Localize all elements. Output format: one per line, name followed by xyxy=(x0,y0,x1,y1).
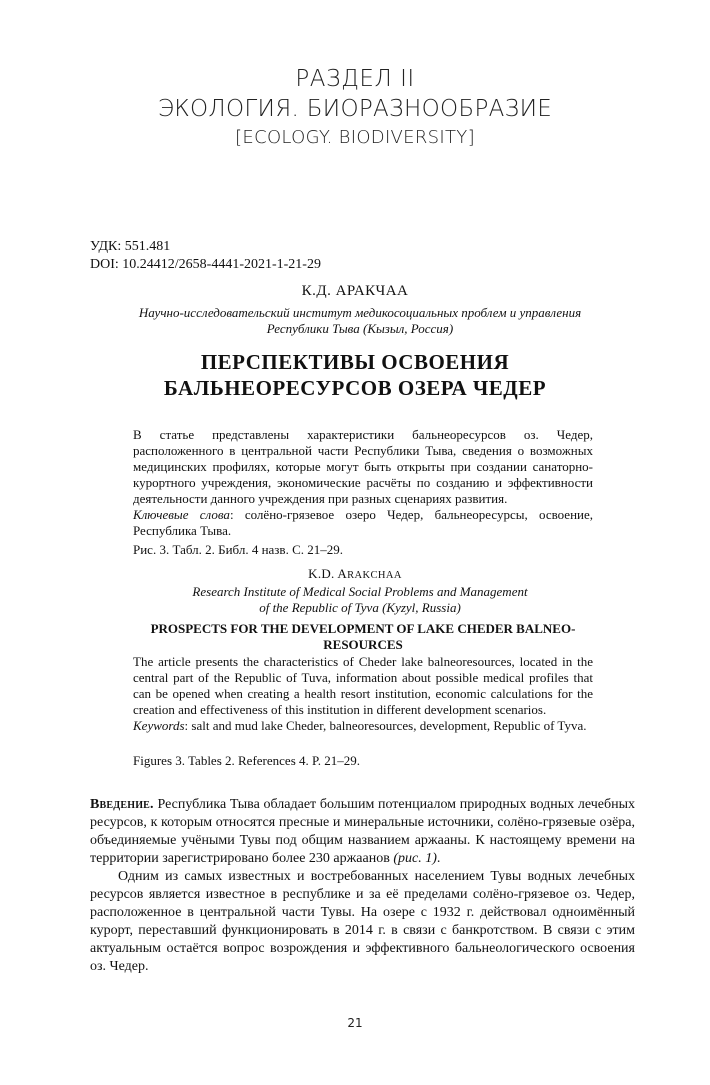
article-title-russian-line-2: БАЛЬНЕОРЕСУРСОВ ОЗЕРА ЧЕДЕР xyxy=(163,376,547,400)
affiliation-english-line-1: Research Institute of Medical Social Problems and Management xyxy=(192,584,528,599)
abstract-russian: В статье представлены характеристики бальнеоресурсов оз. Чедер, расположенного в центральной части Республики Тыва, сведения о возможных медицинских профилях, которые могут быть открыты при создании санаторно-курортного учреждения, экономические расчёты по созданию и эффективности деятельности данного учреждения при разных сценариях развития. xyxy=(133,427,593,506)
author-name-english xyxy=(0,566,710,582)
article-stats-russian: Рис. 3. Табл. 2. Библ. 4 назв. С. 21–29. xyxy=(133,542,343,557)
page-number: 21 xyxy=(347,1016,363,1030)
introduction-end: . xyxy=(436,851,441,866)
keywords-russian-label: Ключевые слова xyxy=(133,507,230,522)
article-title-russian xyxy=(0,349,710,401)
keywords-english xyxy=(133,718,593,734)
affiliation-russian-line-1: Научно-исследовательский институт медикосоциальных проблем и управления xyxy=(138,305,582,320)
affiliation-russian xyxy=(130,305,590,337)
section-number: РАЗДЕЛ II xyxy=(295,66,415,92)
introduction-label: Введение. xyxy=(90,797,154,812)
udk-code: УДК: 551.481 xyxy=(90,239,171,254)
affiliation-english xyxy=(150,584,570,616)
affiliation-russian-line-2: Республики Тыва (Кызыл, Россия) xyxy=(266,321,454,336)
doi-link[interactable]: DOI: 10.24412/2658-4441-2021-1-21-29 xyxy=(90,257,321,272)
introduction-paragraph xyxy=(90,796,635,868)
introduction-text: Республика Тыва обладает большим потенциалом природных водных лечебных ресурсов, к которым относятся пресные и минеральные источники, солёно-грязевые озёра, объединяемые учёными Тувы под общим названием аржааны. К настоящему времени на территории зарегистрировано более 230 аржаанов xyxy=(90,797,635,866)
article-metadata xyxy=(90,238,321,274)
author-name-russian: К.Д. АРАКЧАА xyxy=(301,283,409,299)
keywords-russian-text: : солёно-грязевое озеро Чедер, бальнеоресурсы, освоение, Республика Тыва. xyxy=(133,507,593,538)
keywords-english-label: Keywords xyxy=(133,718,185,733)
figure-reference: (рис. 1) xyxy=(393,851,437,866)
article-stats-english: Figures 3. Tables 2. References 4. P. 21–29. xyxy=(133,753,361,768)
author-english-surname: RAKCHAA xyxy=(347,570,402,581)
section-title: ЭКОЛОГИЯ. БИОРАЗНООБРАЗИЕ xyxy=(157,96,553,122)
keywords-english-text: : salt and mud lake Cheder, balneoresources, development, Republic of Tyva. xyxy=(184,718,587,733)
article-title-russian-line-1: ПЕРСПЕКТИВЫ ОСВОЕНИЯ xyxy=(200,350,510,374)
body-paragraph: Одним из самых известных и востребованных населением Тувы водных лечебных ресурсов является известное в республике и за её пределами солёно-грязевое оз. Чедер, расположенное в центральной части Тувы. На озере с 1932 г. действовал одноимённый курорт, переставший функционировать в 2014 г. в связи с банкротством. В связи с этим актуальным остаётся вопрос возрождения и эффективного бальнеологического освоения оз. Чедер. xyxy=(90,869,635,974)
keywords-russian xyxy=(133,507,593,539)
abstract-english: The article presents the characteristics of Cheder lake balneoresources, located in the central part of the Republic of Tuva, information about possible medical profiles that can be opened when creating a health resort institution, economic calculations for the creation and effectiveness of this institution in different development scenarios. xyxy=(133,654,593,717)
affiliation-english-line-2: of the Republic of Tyva (Kyzyl, Russia) xyxy=(259,600,461,615)
article-title-english: PROSPECTS FOR THE DEVELOPMENT OF LAKE CHEDER BALNEO-RESOURCES xyxy=(150,621,576,652)
author-english-initials: K.D. A xyxy=(308,566,348,581)
section-title-english: [ECOLOGY. BIODIVERSITY] xyxy=(235,127,475,148)
